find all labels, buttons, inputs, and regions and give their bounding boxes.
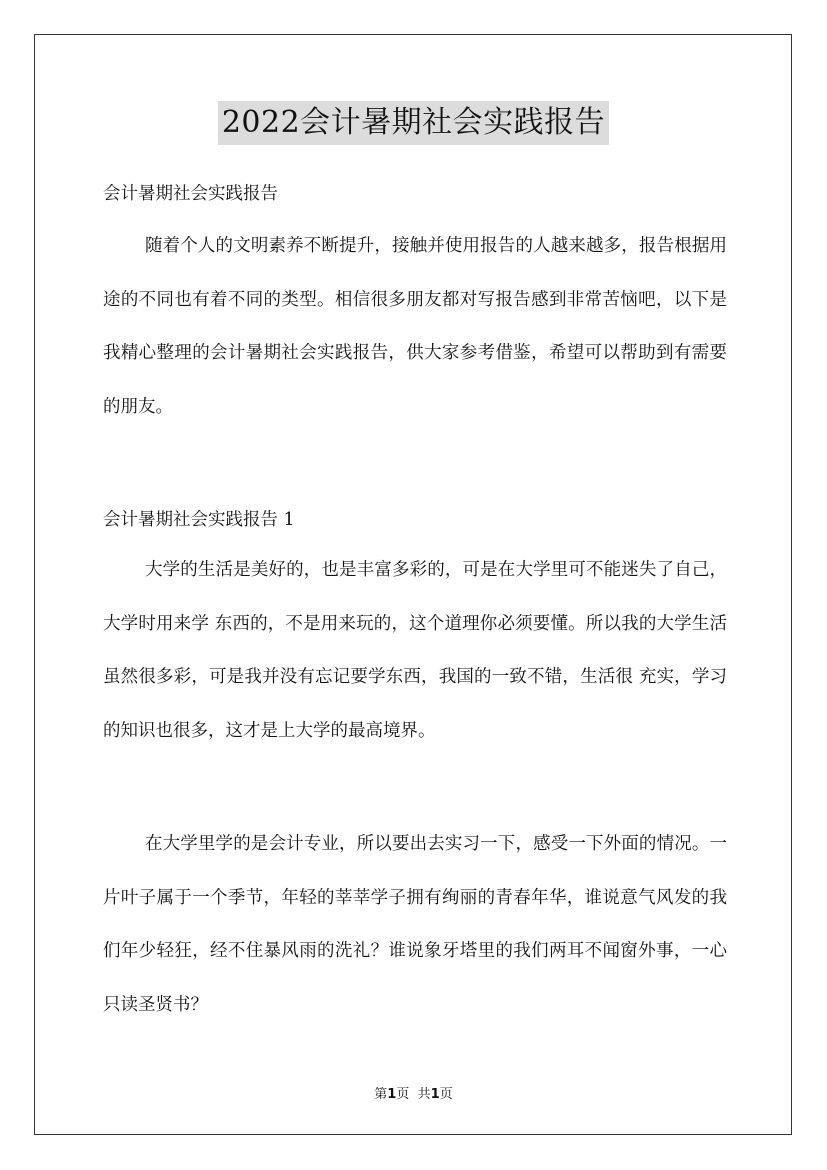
- section1-paragraph-1: 大学的生活是美好的，也是丰富多彩的，可是在大学里可不能迷失了自己，大学时用来学 东西的，不是用来玩的，这个道理你必须要懂。所以我的大学生活虽然很多彩，可是我并没有忘记要学东西，我国的一致不错，生活很 充实，学习的知识也很多，这才是上大学的最高境界。: [103, 560, 727, 741]
- footer-total-prefix: 共: [417, 1087, 431, 1102]
- intro-heading: 会计暑期社会实践报告: [103, 184, 278, 204]
- intro-paragraph: 随着个人的文明素养不断提升，接触并使用报告的人越来越多，报告根据用途的不同也有着不同的类型。相信很多朋友都对写报告感到非常苦恼吧，以下是我精心整理的会计暑期社会实践报告，供大家参考借鉴，希望可以帮助到有需要的朋友。: [103, 236, 727, 417]
- page-footer: [0, 1083, 827, 1102]
- footer-total-suffix: 页: [439, 1087, 453, 1102]
- footer-page-suffix: 页: [396, 1087, 410, 1102]
- document-title: 2022会计暑期社会实践报告: [218, 101, 609, 145]
- section1-paragraph-2: 在大学里学的是会计专业，所以要出去实习一下，感受一下外面的情况。一片叶子属于一个季节，年轻的莘莘学子拥有绚丽的青春年华，谁说意气风发的我们年少轻狂，经不住暴风雨的洗礼？谁说象牙塔里的我们两耳不闻窗外事，一心只读圣贤书？: [103, 834, 727, 1015]
- footer-total-number: 1: [430, 1087, 440, 1102]
- title-container: [0, 101, 827, 145]
- section-heading-1: 会计暑期社会实践报告 1: [103, 510, 295, 530]
- footer-page-prefix: 第: [374, 1087, 388, 1102]
- footer-page-number: 1: [387, 1087, 397, 1102]
